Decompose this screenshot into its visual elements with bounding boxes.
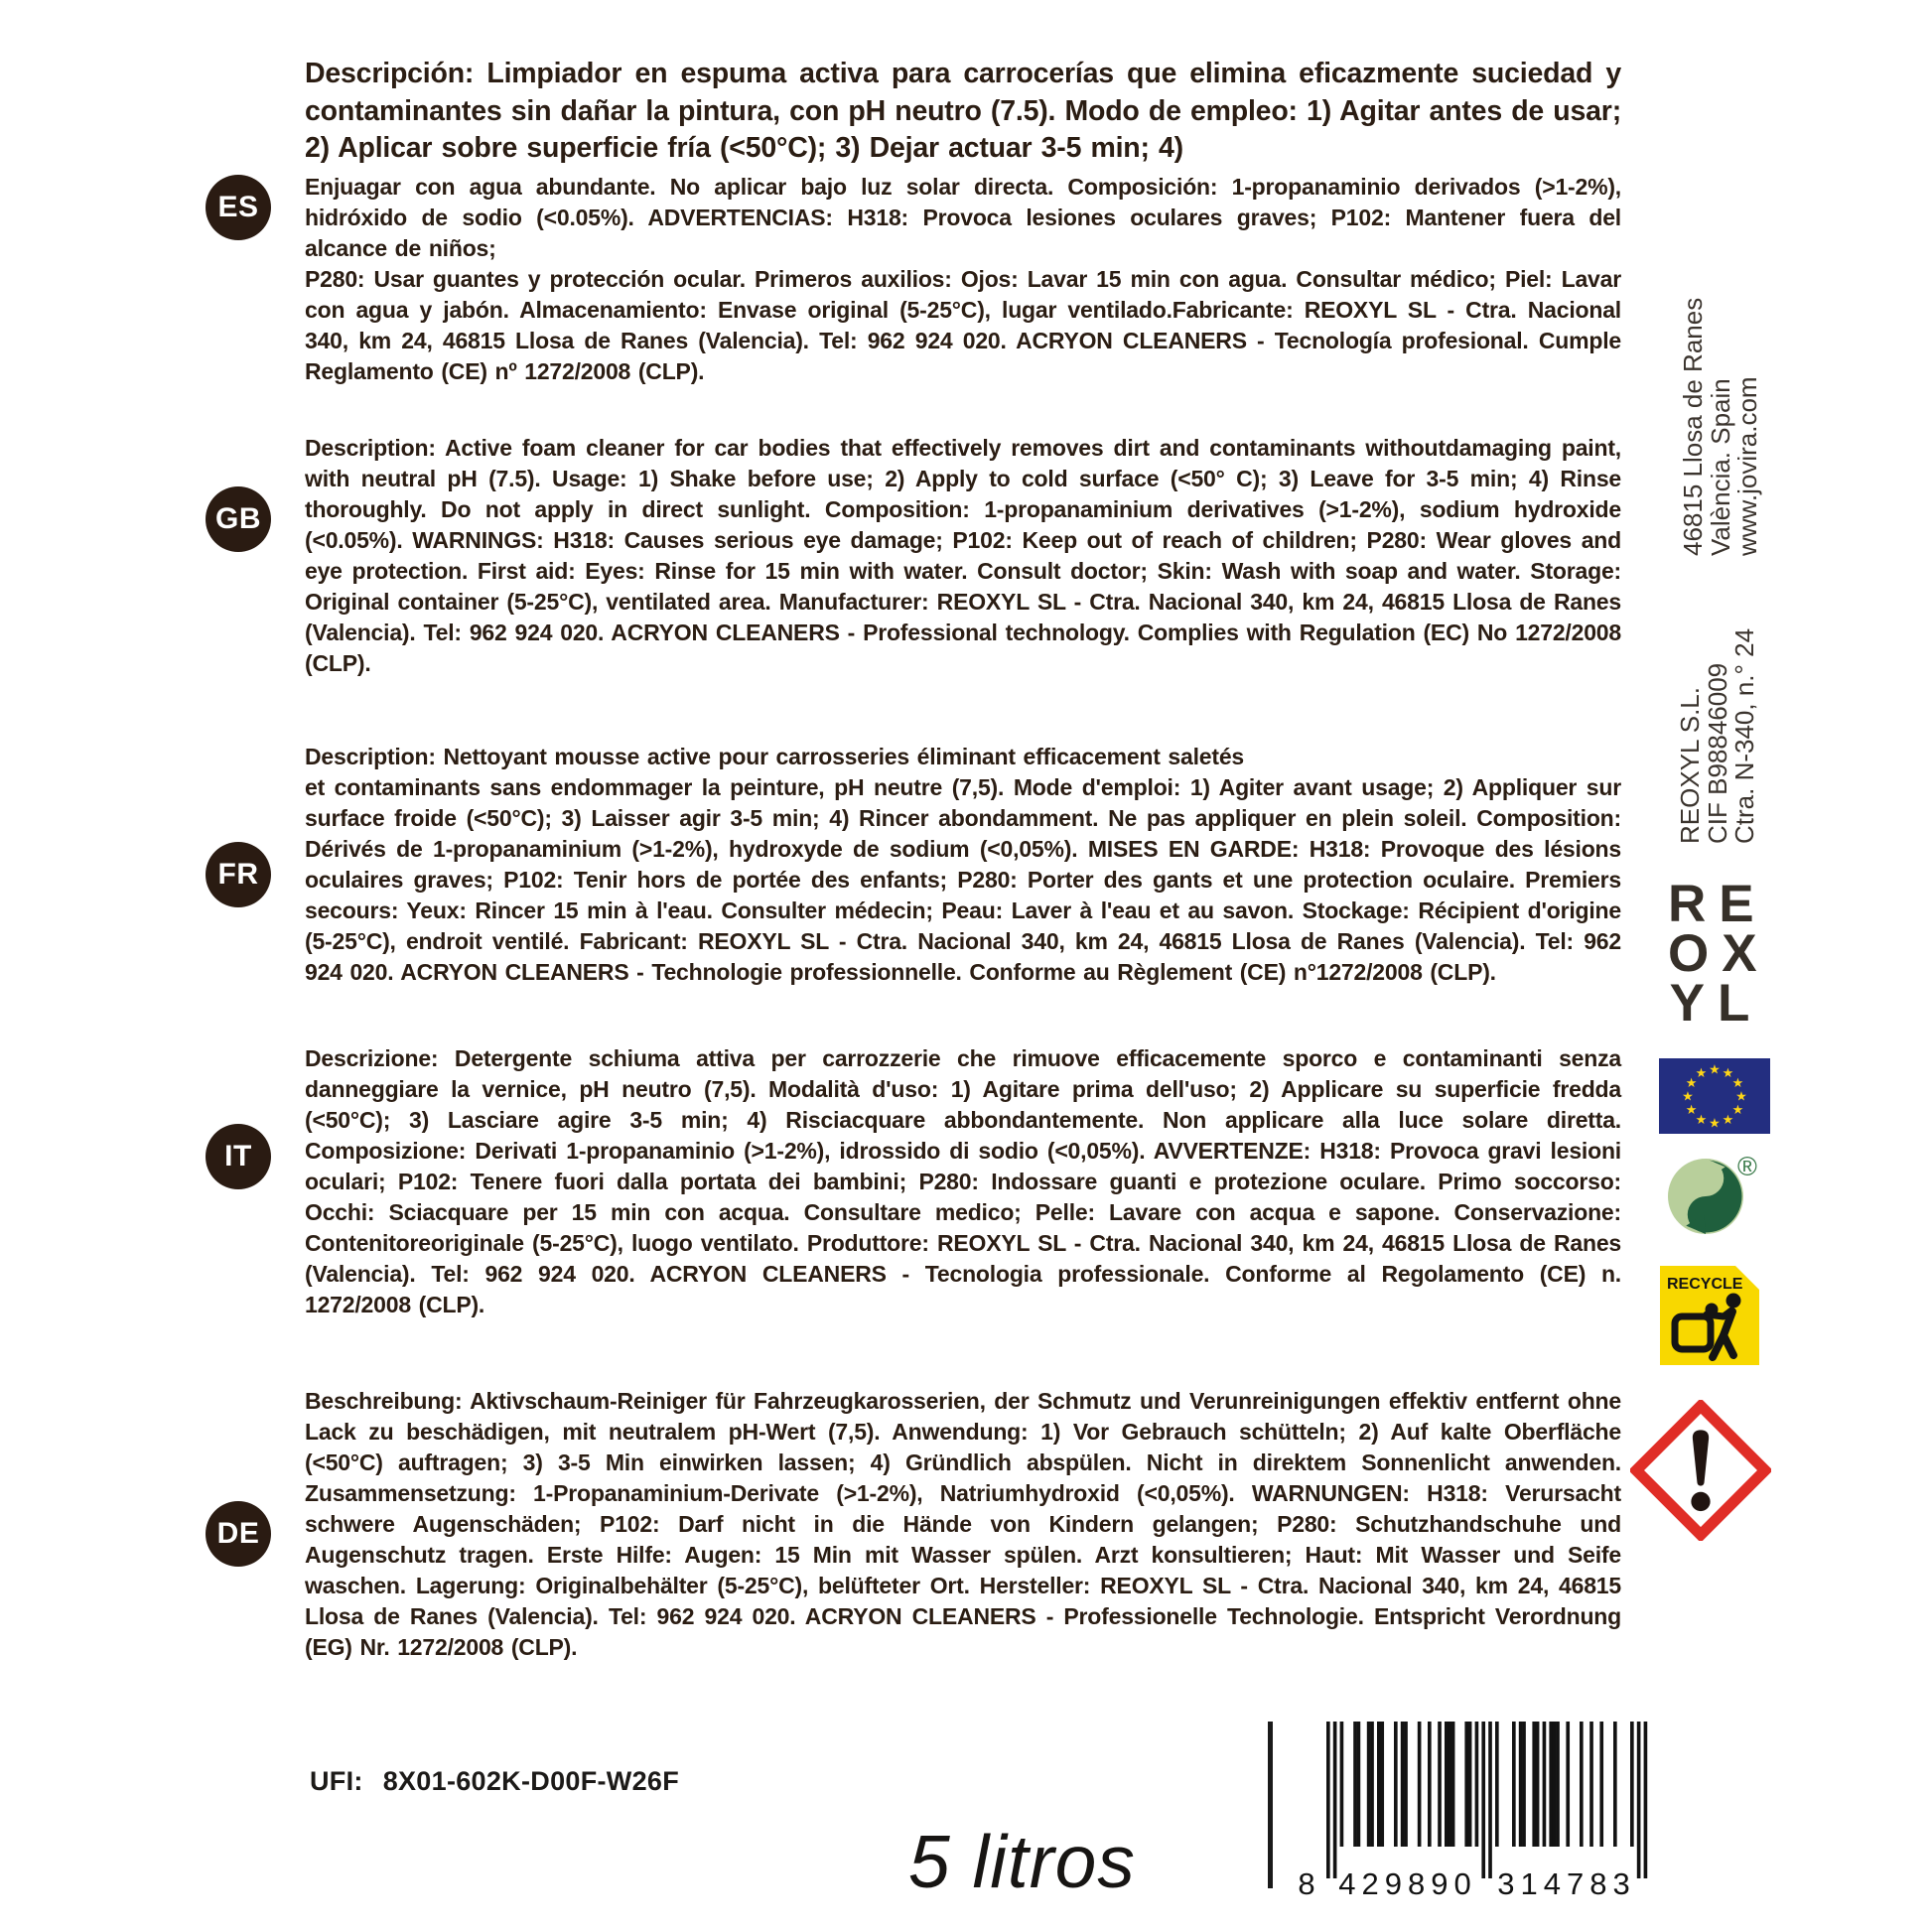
ean13-barcode [1291,1722,1660,1898]
brand-logo-line: OX [1668,924,1770,983]
svg-text:429890: 429890 [1338,1866,1477,1898]
ufi-value: 8X01-602K-D00F-W26F [382,1766,679,1796]
lang-badge-gb: GB [206,486,271,552]
svg-text:8: 8 [1298,1866,1315,1898]
company-line: CIF B98846009 [1702,662,1732,844]
brand-logo-line: YL [1669,974,1763,1033]
lang-badge-es: ES [206,175,271,240]
lang-section-es [305,56,1621,387]
svg-text:★: ★ [1722,1065,1734,1081]
svg-text:★: ★ [1709,1115,1721,1131]
label-paragraph: et contaminants sans endommager la peinture, pH neutre (7,5). Mode d'emploi: 1) Agiter avant usage; 2) Appliquer sur surface froide (<50°C); 3) Laisser agir 3-5 min; 4) Rincer abondamment. Ne pas appliquer en plein soleil. Composition: Dérivés de 1-propanaminium (>1-2%), hydroxyde de sodium (<0,05%). MISES EN GARDE: H318: Provoque des lésions oculaires graves; P102: Tenir hors de portée des enfants; P280: Porter des gants et une protection oculaire. Premiers secours: Yeux: Rincer 15 min à l'eau. Consulter médecin; Peau: Laver à l'eau et au savon. Stockage: Récipient d'origine (5-25°C), endroit ventilé. Fabricant: REOXYL SL - Ctra. Nacional 340, km 24, 46815 Llosa de Ranes (Valencia). Tel: 962 924 020. ACRYON CLEANERS - Technologie professionnelle. Conforme au Règlement (CE) n°1272/2008 (CLP). [305,774,1621,985]
address-line: València. Spain [1705,378,1735,556]
label-paragraph: Enjuagar con agua abundante. No aplicar bajo luz solar directa. Composición: 1-propanaminio derivados (>1-2%), hidróxido de sodio (<0.05%). ADVERTENCIAS: H318: Provoca lesiones oculares graves; P102: Mantener fuera del alcance de niños; [305,173,1621,261]
svg-text:★: ★ [1685,1075,1698,1090]
svg-text:★: ★ [1682,1088,1694,1104]
svg-text:314783: 314783 [1497,1866,1636,1898]
brand-logo-line: RE [1668,875,1767,933]
footer-divider-line [1268,1722,1273,1888]
company-line: Ctra. N-340, n.° 24 [1729,627,1759,844]
company-info-rotated [1677,596,1758,844]
label-paragraph: Beschreibung: Aktivschaum-Reiniger für Fahrzeugkarosserien, der Schmutz und Verunreinigungen effektiv entfernt ohne Lack zu beschädigen, mit neutralem pH-Wert (7,5). Anwendung: 1) Vor Gebrauch schütteln; 2) Auf kalte Oberfläche (<50°C) auftragen; 3) 3-5 Min einwirken lassen; 4) Gründlich abspülen. Nicht in direktem Sonnenlicht anwenden. Zusammensetzung: 1-Propanaminium-Derivate (>1-2%), Natriumhydroxid (<0,05%). WARNUNGEN: H318: Verursacht schwere Augenschäden; P102: Darf nicht in die Hände von Kindern gelangen; P280: Schutzhandschuhe und Augenschutz tragen. Erste Hilfe: Augen: 15 Min mit Wasser spülen. Arzt konsultieren; Haut: Mit Wasser und Seife waschen. Lagerung: Originalbehälter (5-25°C), belüfteter Ort. Hersteller: REOXYL SL - Ctra. Nacional 340, km 24, 46815 Llosa de Ranes (Valencia). Tel: 962 924 020. ACRYON CLEANERS - Professionelle Technologie. Entspricht Verordnung (EG) Nr. 1272/2008 (CLP). [305,1388,1621,1660]
svg-text:★: ★ [1695,1111,1708,1127]
lang-section-it [305,1043,1621,1320]
company-line: REOXYL S.L. [1675,687,1705,844]
svg-text:RECYCLE: RECYCLE [1667,1276,1743,1293]
reoxyl-brand-logo [1655,875,1770,1033]
label-paragraph: Descripción: Limpiador en espuma activa para carrocerías que elimina eficazmente suciedad y contaminantes sin dañar la pintura, con pH neutro (7.5). Modo de empleo: 1) Agitar antes de usar; 2) Aplicar sobre superficie fría (<50°C); 3) Dejar actuar 3-5 min; 4) [305,58,1621,164]
label-paragraph: Description: Nettoyant mousse active pour carrosseries éliminant efficacement saletés [305,744,1245,769]
green-dot-icon [1668,1159,1743,1234]
label-paragraph: Descrizione: Detergente schiuma attiva per carrozzerie che rimuove efficacemente sporco e contaminanti senza danneggiare la vernice, pH neutro (7,5). Modalità d'uso: 1) Agitare prima dell'uso; 2) Applicare su superficie fredda (<50°C); 3) Lasciare agire 3-5 min; 4) Risciacquare abbondantemente. Non applicare alla luce solare diretta. Composizione: Derivati 1-propanaminio (>1-2%), idrossido di sodio (<0,05%). AVVERTENZE: H318: Provoca gravi lesioni oculari; P102: Tenere fuori dalla portata dei bambini; P280: Indossare guanti e protezione oculare. Primo soccorso: Occhi: Sciacquare per 15 min con acqua. Consultare medico; Pelle: Lavare con acqua e sapone. Conservazione: Contenitoreoriginale (5-25°C), luogo ventilato. Produttore: REOXYL SL - Ctra. Nacional 340, km 24, 46815 Llosa de Ranes (Valencia). Tel: 962 924 020. ACRYON CLEANERS - Tecnologia professionale. Conforme al Regolamento (CE) n. 1272/2008 (CLP). [305,1045,1621,1317]
lang-section-de [305,1386,1621,1663]
lang-section-fr [305,742,1621,988]
address-line: 46815 Llosa de Ranes [1678,297,1708,556]
lang-badge-de: DE [206,1501,271,1567]
svg-text:★: ★ [1731,1075,1744,1090]
label-paragraph: P280: Usar guantes y protección ocular. Primeros auxilios: Ojos: Lavar 15 min con agua. Consultar médico; Piel: Lavar con agua y jabón. Almacenamiento: Envase original (5-25°C), lugar ventilado.Fabricante: REOXYL SL - Ctra. Nacional 340, km 24, 46815 Llosa de Ranes (Valencia). Tel: 962 924 020. ACRYON CLEANERS - Tecnología profesional. Cumple Reglamento (CE) nº 1272/2008 (CLP). [305,265,1621,384]
lang-badge-fr: FR [206,842,271,907]
ufi-label: UFI: [310,1766,363,1796]
volume-text: 5 litros [908,1820,1136,1903]
registered-trademark-icon: ® [1737,1152,1757,1181]
svg-text:★: ★ [1731,1102,1744,1117]
address-line: www.jovira.com [1732,376,1762,556]
svg-text:★: ★ [1695,1065,1708,1081]
label-paragraph: Description: Active foam cleaner for car bodies that effectively removes dirt and contaminants withoutdamaging paint, with neutral pH (7.5). Usage: 1) Shake before use; 2) Apply to cold surface (<50° C); 3) Leave for 3-5 min; 4) Rinse thoroughly. Do not apply in direct sunlight. Composition: 1-propanaminium derivatives (>1-2%), sodium hydroxide (<0.05%). WARNINGS: H318: Causes serious eye damage; P102: Keep out of reach of children; P280: Wear gloves and eye protection. First aid: Eyes: Rinse for 15 min with water. Consult doctor; Skin: Wash with soap and water. Storage: Original container (5-25°C), ventilated area. Manufacturer: REOXYL SL - Ctra. Nacional 340, km 24, 46815 Llosa de Ranes (Valencia). Tel: 962 924 020. ACRYON CLEANERS - Professional technology. Complies with Regulation (EC) No 1272/2008 (CLP). [305,435,1621,676]
ghs07-exclamation-icon [1630,1400,1771,1541]
svg-text:★: ★ [1735,1088,1747,1104]
eu-flag-icon [1659,1058,1770,1134]
lang-badge-it: IT [206,1124,271,1189]
recycle-tidyman-icon [1660,1266,1759,1365]
distributor-address-rotated [1680,268,1761,556]
lang-section-gb [305,433,1621,679]
svg-text:★: ★ [1722,1111,1734,1127]
svg-text:★: ★ [1685,1102,1698,1117]
svg-text:★: ★ [1709,1061,1721,1077]
ufi-code [310,1766,679,1797]
